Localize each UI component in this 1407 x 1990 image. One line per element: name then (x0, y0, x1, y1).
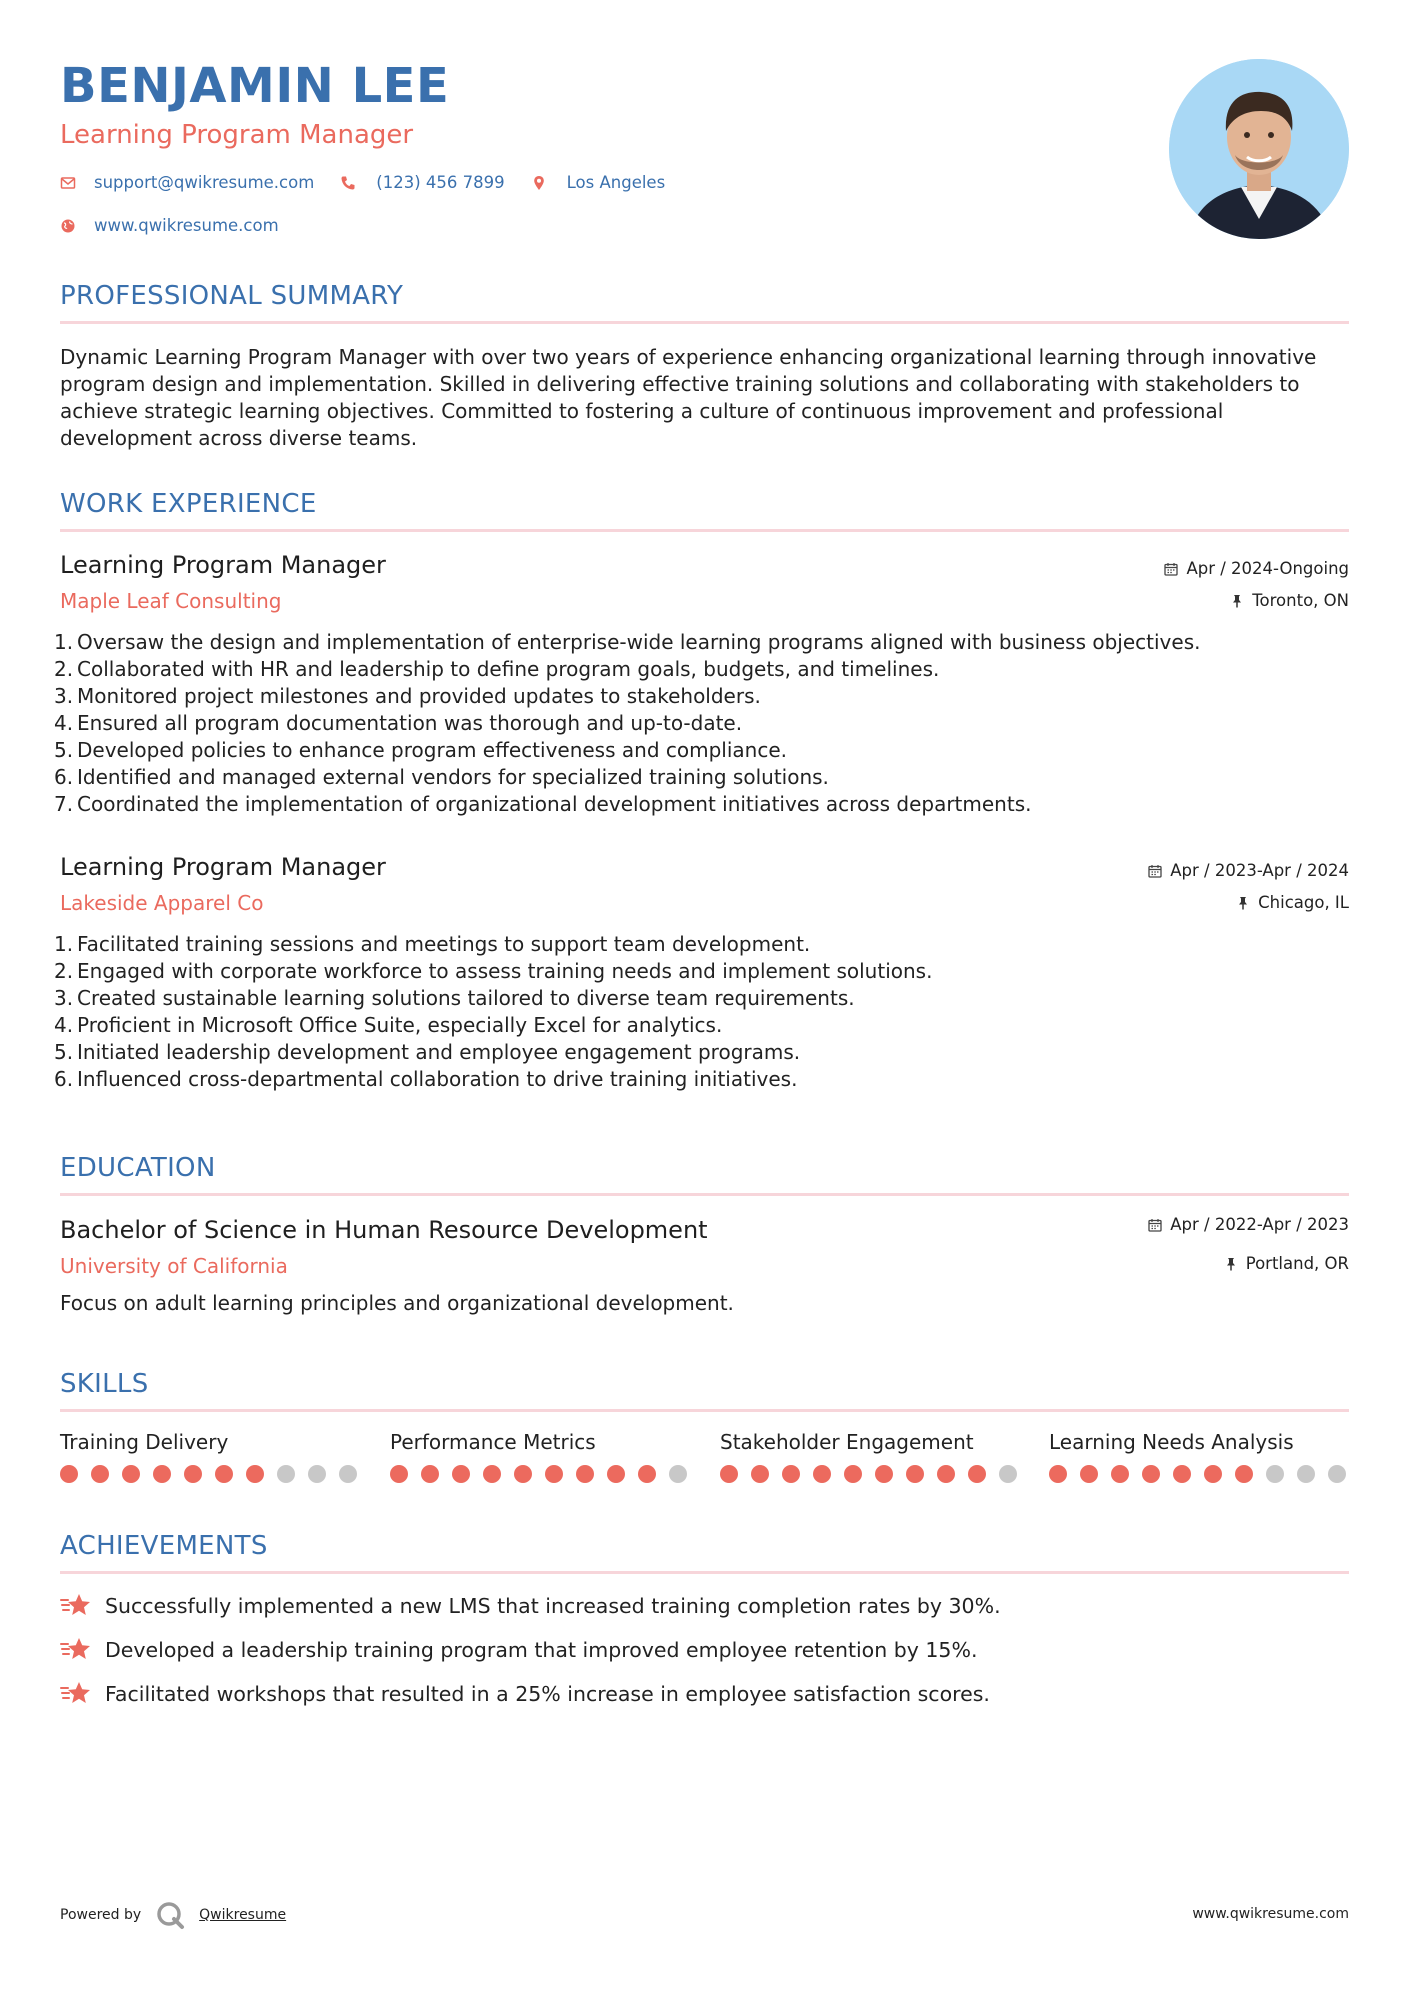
list-item: 3. Created sustainable learning solutions tailored to diverse team requirements. (54, 986, 855, 1010)
job-dates-text: Apr / 2024-Ongoing (1186, 559, 1349, 578)
skill-item (1049, 1430, 1349, 1454)
degree-title: Bachelor of Science in Human Resource Development (60, 1216, 708, 1244)
skill-dot-filled (968, 1465, 986, 1483)
section-divider (60, 1571, 1349, 1574)
job-dates (1164, 559, 1349, 578)
skill-dot-empty (1266, 1465, 1284, 1483)
list-item: 6. Influenced cross-departmental collaboration to drive training initiatives. (54, 1067, 798, 1091)
contact-email[interactable] (60, 173, 314, 192)
job-title: Learning Program Manager (60, 853, 386, 881)
star-icon (60, 1680, 92, 1708)
education-dates-text: Apr / 2022-Apr / 2023 (1170, 1215, 1349, 1234)
skill-dot-filled (1142, 1465, 1160, 1483)
list-item: 1. Facilitated training sessions and meetings to support team development. (54, 932, 811, 956)
pushpin-icon (1230, 594, 1244, 608)
contact-location (531, 173, 666, 192)
skill-dot-filled (1080, 1465, 1098, 1483)
skill-dot-filled (246, 1465, 264, 1483)
skill-dot-filled (937, 1465, 955, 1483)
skill-dot-empty (1297, 1465, 1315, 1483)
globe-icon (60, 218, 76, 234)
map-pin-icon (531, 175, 547, 191)
list-item: 2. Engaged with corporate workforce to assess training needs and implement solutions. (54, 959, 933, 983)
achievement-text: Developed a leadership training program that improved employee retention by 15%. (105, 1638, 978, 1662)
email-text: support@qwikresume.com (94, 173, 315, 192)
skill-dot-filled (390, 1465, 408, 1483)
achievements-heading: ACHIEVEMENTS (60, 1531, 268, 1561)
summary-heading: PROFESSIONAL SUMMARY (60, 281, 404, 311)
profile-photo (1169, 59, 1349, 239)
skill-dot-filled (483, 1465, 501, 1483)
skill-name: Performance Metrics (390, 1430, 596, 1454)
achievement-text: Facilitated workshops that resulted in a 25% increase in employee satisfaction scores. (105, 1682, 990, 1706)
skill-dot-filled (906, 1465, 924, 1483)
location-text: Los Angeles (566, 173, 666, 192)
skill-dot-filled (153, 1465, 171, 1483)
skill-dot-filled (813, 1465, 831, 1483)
skill-dot-filled (184, 1465, 202, 1483)
skill-name: Stakeholder Engagement (720, 1430, 974, 1454)
skill-dot-empty (308, 1465, 326, 1483)
skill-item (720, 1430, 1020, 1454)
skill-dot-empty (339, 1465, 357, 1483)
skill-dot-filled (91, 1465, 109, 1483)
achievement-item (60, 1636, 977, 1664)
qwikresume-logo-icon (155, 1900, 185, 1930)
skill-dot-filled (875, 1465, 893, 1483)
skill-dot-filled (638, 1465, 656, 1483)
website-text: www.qwikresume.com (94, 216, 279, 235)
candidate-title: Learning Program Manager (60, 120, 414, 150)
list-item: 4. Proficient in Microsoft Office Suite, especially Excel for analytics. (54, 1013, 723, 1037)
skill-dot-filled (782, 1465, 800, 1483)
education-description: Focus on adult learning principles and organizational development. (60, 1291, 734, 1315)
job-dates-text: Apr / 2023-Apr / 2024 (1170, 861, 1349, 880)
skill-dot-empty (999, 1465, 1017, 1483)
skill-name: Training Delivery (60, 1430, 229, 1454)
skill-dot-filled (60, 1465, 78, 1483)
skill-dot-filled (720, 1465, 738, 1483)
skill-dot-filled (576, 1465, 594, 1483)
skill-dot-filled (421, 1465, 439, 1483)
calendar-icon (1148, 1218, 1162, 1232)
section-divider (60, 1409, 1349, 1412)
job-company: Lakeside Apparel Co (60, 891, 264, 915)
job-location-text: Toronto, ON (1252, 591, 1349, 610)
section-divider (60, 1193, 1349, 1196)
list-item: 4. Ensured all program documentation was thorough and up-to-date. (54, 711, 743, 735)
skill-dot-filled (751, 1465, 769, 1483)
list-item: 2. Collaborated with HR and leadership to define program goals, budgets, and timelines. (54, 657, 940, 681)
list-item: 1. Oversaw the design and implementation of enterprise-wide learning programs aligned with business objectives. (54, 630, 1201, 654)
skill-dot-filled (607, 1465, 625, 1483)
school-name: University of California (60, 1254, 288, 1278)
skill-dot-filled (514, 1465, 532, 1483)
experience-heading: WORK EXPERIENCE (60, 489, 317, 519)
brand-link[interactable]: Qwikresume (199, 1907, 287, 1923)
skill-name: Learning Needs Analysis (1049, 1430, 1294, 1454)
phone-text: (123) 456 7899 (376, 173, 505, 192)
achievement-item (60, 1680, 990, 1708)
star-icon (60, 1636, 92, 1664)
skill-item (60, 1430, 360, 1454)
skill-dot-filled (1111, 1465, 1129, 1483)
education-location (1224, 1254, 1349, 1273)
job-title: Learning Program Manager (60, 551, 386, 579)
candidate-name: BENJAMIN LEE (60, 58, 450, 114)
contact-row-website (60, 216, 305, 235)
summary-text: Dynamic Learning Program Manager with over two years of experience enhancing organizational learning through innovative program design and implementation. Skilled in delivering effective training solutions and collaborating with stakeholders to achieve strategic learning objectives. Committed to fostering a culture of continuous improvement and professional development across diverse teams. (60, 345, 1317, 450)
job-location-text: Chicago, IL (1258, 893, 1349, 912)
job-bullets (54, 629, 1350, 818)
job-company: Maple Leaf Consulting (60, 589, 282, 613)
section-divider (60, 529, 1349, 532)
job-location (1230, 591, 1349, 610)
education-dates (1148, 1215, 1349, 1234)
skill-dot-filled (215, 1465, 233, 1483)
achievement-text: Successfully implemented a new LMS that increased training completion rates by 30%. (105, 1594, 1001, 1618)
list-item: 5. Initiated leadership development and employee engagement programs. (54, 1040, 801, 1064)
skill-dot-filled (844, 1465, 862, 1483)
star-icon (60, 1592, 92, 1620)
calendar-icon (1164, 562, 1178, 576)
list-item: 5. Developed policies to enhance program effectiveness and compliance. (54, 738, 787, 762)
job-bullets (54, 931, 1350, 1093)
pushpin-icon (1236, 896, 1250, 910)
contact-website[interactable] (60, 216, 279, 235)
skill-dot-filled (122, 1465, 140, 1483)
skill-dot-filled (1049, 1465, 1067, 1483)
education-heading: EDUCATION (60, 1153, 216, 1183)
skill-dot-filled (1173, 1465, 1191, 1483)
list-item: 3. Monitored project milestones and provided updates to stakeholders. (54, 684, 761, 708)
achievement-item (60, 1592, 1001, 1620)
phone-icon (340, 175, 356, 191)
skills-heading: SKILLS (60, 1369, 149, 1399)
footer-powered-by (60, 1900, 286, 1930)
envelope-icon (60, 175, 76, 191)
list-item: 6. Identified and managed external vendors for specialized training solutions. (54, 765, 829, 789)
contact-row (60, 173, 691, 192)
powered-by-label: Powered by (60, 1907, 142, 1923)
skill-dot-empty (1328, 1465, 1346, 1483)
skill-item (390, 1430, 690, 1454)
skill-dot-filled (1235, 1465, 1253, 1483)
job-dates (1148, 861, 1349, 880)
skill-dot-filled (452, 1465, 470, 1483)
skill-dot-filled (1204, 1465, 1222, 1483)
section-divider (60, 321, 1349, 324)
skill-dot-empty (669, 1465, 687, 1483)
contact-phone[interactable] (340, 173, 504, 192)
footer-url[interactable]: www.qwikresume.com (1192, 1906, 1349, 1922)
job-location (1236, 893, 1349, 912)
skill-dot-filled (545, 1465, 563, 1483)
education-location-text: Portland, OR (1245, 1254, 1349, 1273)
calendar-icon (1148, 864, 1162, 878)
list-item: 7. Coordinated the implementation of organizational development initiatives across departments. (54, 792, 1032, 816)
skill-dot-empty (277, 1465, 295, 1483)
pushpin-icon (1224, 1257, 1238, 1271)
